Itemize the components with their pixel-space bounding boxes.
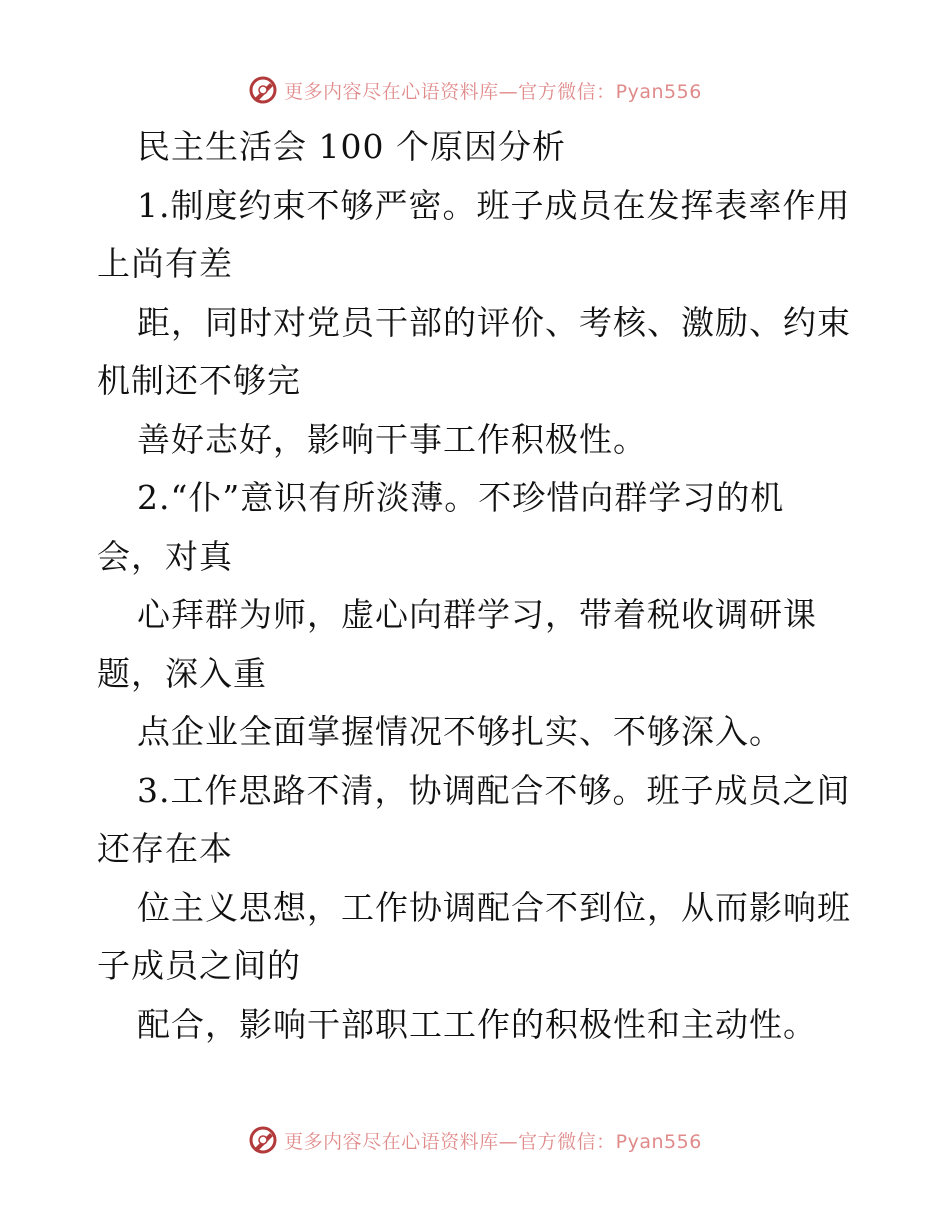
paragraph-line: 善好志好，影响干事工作积极性。 (137, 419, 647, 459)
watermark-text: 更多内容尽在心语资料库—官方微信：Pyan556 (284, 1130, 702, 1153)
watermark-text: 更多内容尽在心语资料库—官方微信：Pyan556 (284, 80, 702, 103)
paragraph-line: 还存在本 (97, 829, 233, 868)
paragraph-line: 3.工作思路不清，协调配合不够。班子成员之间 (137, 770, 851, 810)
paragraph-line: 配合，影响干部职工工作的积极性和主动性。 (137, 1004, 817, 1044)
header-watermark (0, 70, 950, 110)
logo-icon (248, 1125, 278, 1155)
paragraph-line: 子成员之间的 (97, 946, 301, 985)
paragraph-line: 距，同时对党员干部的评价、考核、激励、约束 (137, 302, 851, 342)
footer-watermark (0, 1120, 950, 1160)
paragraph-line: 题，深入重 (97, 653, 267, 693)
paragraph-line: 心拜群为师，虚心向群学习，带着税收调研课 (137, 595, 817, 634)
paragraph-line: 1.制度约束不够严密。班子成员在发挥表率作用 (137, 185, 851, 225)
logo-icon (248, 75, 278, 105)
paragraph-line: 机制还不够完 (97, 361, 301, 400)
document-body (97, 118, 857, 1054)
paragraph-line: 点企业全面掌握情况不够扎实、不够深入。 (137, 712, 783, 751)
paragraph-line: 会，对真 (97, 536, 233, 576)
paragraph-line: 上尚有差 (97, 244, 233, 283)
paragraph-line: 2.“仆”意识有所淡薄。不珍惜向群学习的机 (137, 478, 785, 517)
document-title: 民主生活会 100 个原因分析 (137, 127, 566, 166)
paragraph-line: 位主义思想，工作协调配合不到位，从而影响班 (137, 887, 851, 927)
